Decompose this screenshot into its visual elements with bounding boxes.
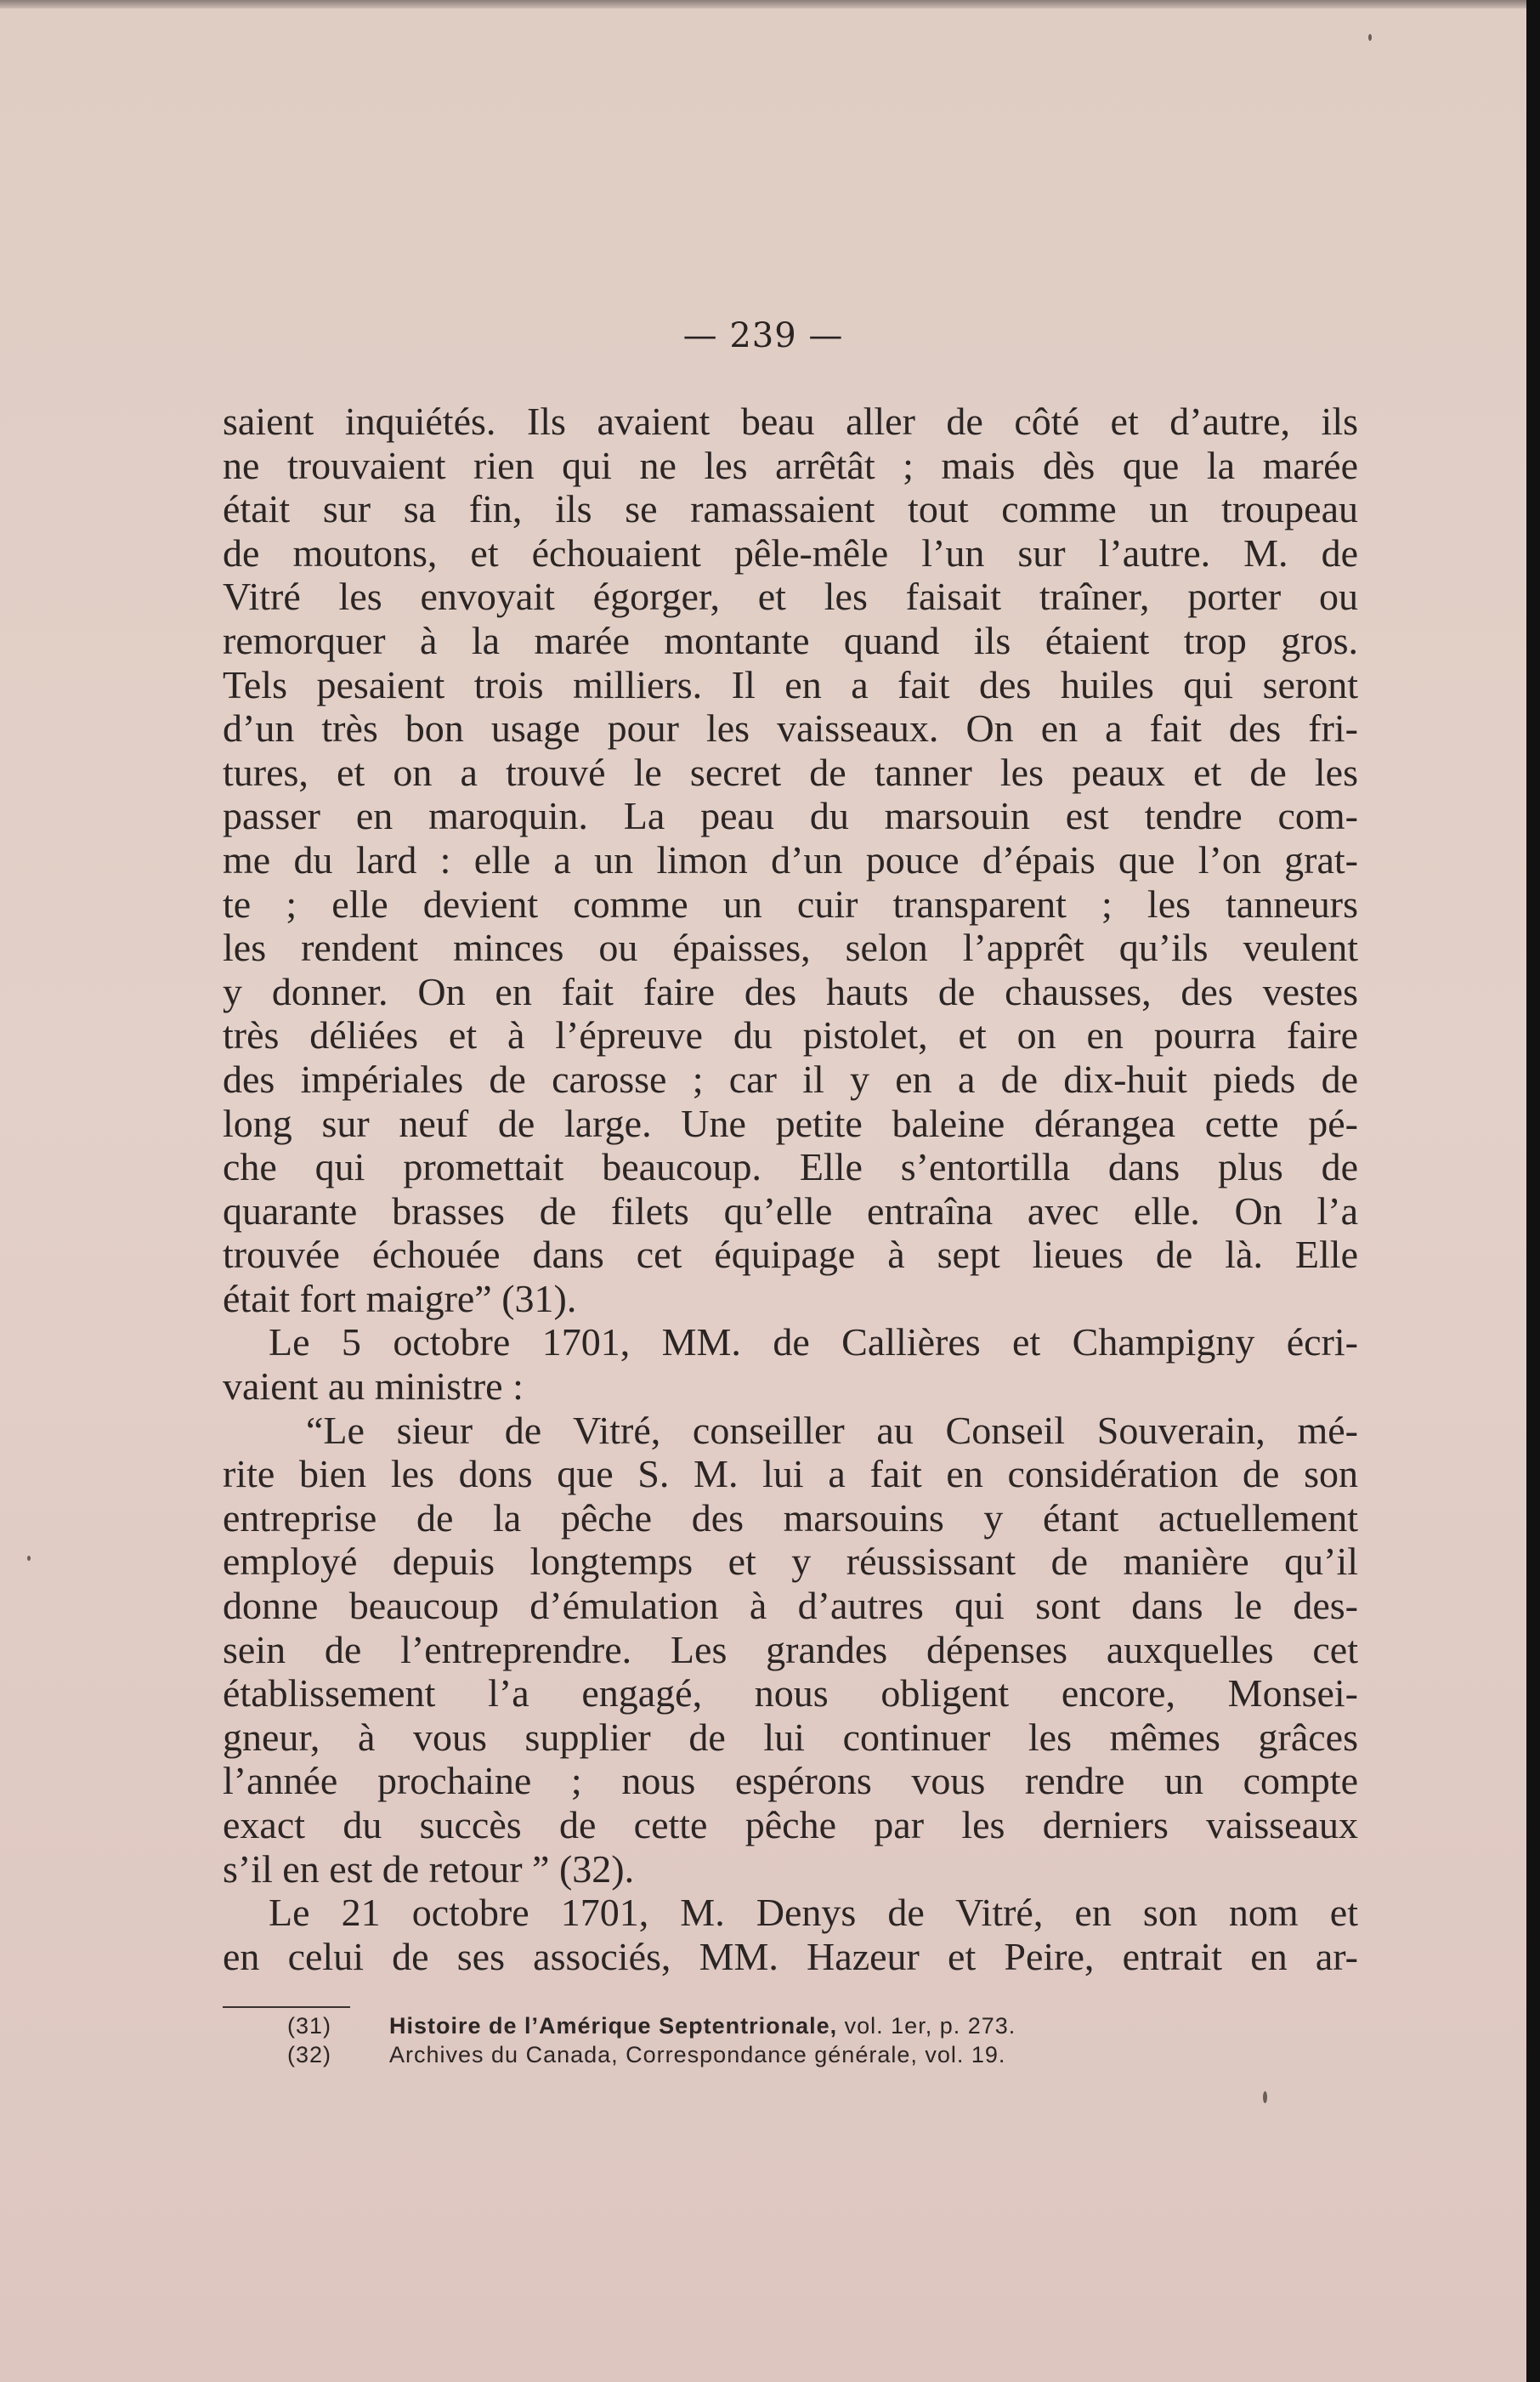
text-line: saient inquiétés. Ils avaient beau aller de côté et d’autre, ils <box>223 400 1358 443</box>
footnote-number: (32) <box>287 2042 332 2067</box>
text-line: les rendent minces ou épaisses, selon l’apprêt qu’ils veulent <box>223 926 1358 970</box>
footnote-text: Archives du Canada, Correspondance générale, vol. 19. <box>389 2042 1006 2067</box>
scan-border <box>1526 0 1540 2382</box>
text-line: me du lard : elle a un limon d’un pouce d’épais que l’on grat- <box>223 837 1358 882</box>
text-line: exact du succès de cette pêche par les derniers vaisseaux <box>223 1803 1358 1846</box>
text-line: d’un très bon usage pour les vaisseaux. On en a fait des fri- <box>223 706 1358 751</box>
paper-speck <box>1368 34 1372 41</box>
text-line: employé depuis longtemps et y réussissant de manière qu’il <box>223 1540 1358 1584</box>
body-text <box>223 400 1358 1978</box>
text-line: était fort maigre” (31). <box>223 1276 577 1320</box>
page-top-edge <box>0 0 1526 9</box>
text-line: remorquer à la marée montante quand ils étaient trop gros. <box>223 618 1358 662</box>
text-line: sein de l’entreprendre. Les grandes dépenses auxquelles cet <box>223 1627 1358 1671</box>
text-line: rite bien les dons que S. M. lui a fait en considération de son <box>223 1452 1358 1496</box>
text-line: établissement l’a engagé, nous obligent encore, Monsei- <box>223 1671 1358 1716</box>
text-line: Tels pesaient trois milliers. Il en a fait des huiles qui seront <box>223 662 1358 706</box>
text-line: donne beaucoup d’émulation à d’autres qui sont dans le des- <box>223 1584 1358 1628</box>
text-line: te ; elle devient comme un cuir transparent ; les tanneurs <box>223 882 1358 926</box>
footnote-divider <box>223 2006 350 2008</box>
footnote-31 <box>287 2011 1222 2040</box>
text-line: entreprise de la pêche des marsouins y étant actuellement <box>223 1495 1358 1540</box>
text-line: quarante brasses de filets qu’elle entraîna avec elle. On l’a <box>223 1188 1358 1233</box>
footnote-32 <box>287 2040 1222 2069</box>
text-line: gneur, à vous supplier de lui continuer les mêmes grâces <box>223 1715 1358 1759</box>
text-line: était sur sa fin, ils se ramassaient tout comme un troupeau <box>223 487 1358 531</box>
paper-speck <box>1263 2091 1267 2103</box>
footnotes <box>287 2011 1222 2069</box>
text-line: che qui promettait beaucoup. Elle s’entortilla dans plus de <box>223 1145 1358 1189</box>
text-line: vaient au ministre : <box>223 1364 524 1409</box>
text-line: en celui de ses associés, MM. Hazeur et Peire, entrait en ar- <box>223 1934 1358 1978</box>
paper-speck <box>27 1556 31 1561</box>
text-line: s’il en est de retour ” (32). <box>223 1846 635 1891</box>
text-line: très déliées et à l’épreuve du pistolet, et on en pourra faire <box>223 1013 1358 1058</box>
footnote-number: (31) <box>287 2013 332 2039</box>
quote-start-line: “Le sieur de Vitré, conseiller au Conseil Souverain, mé- <box>306 1408 1358 1452</box>
text-line: passer en maroquin. La peau du marsouin est tendre com- <box>223 794 1358 838</box>
text-line: l’année prochaine ; nous espérons vous rendre un compte <box>223 1759 1358 1803</box>
text-line: tures, et on a trouvé le secret de tanner les peaux et de les <box>223 750 1358 794</box>
footnote-title: Histoire de l’Amérique Septentrionale, <box>389 2013 838 2039</box>
page-number: — 239 — <box>682 316 844 355</box>
paragraph-start-line: Le 5 octobre 1701, MM. de Callières et Champigny écri- <box>269 1320 1358 1364</box>
footnote-text: vol. 1er, p. 273. <box>844 2013 1016 2039</box>
text-line: long sur neuf de large. Une petite baleine dérangea cette pé- <box>223 1101 1358 1145</box>
text-line: ne trouvaient rien qui ne les arrêtât ; mais dès que la marée <box>223 443 1358 487</box>
text-line: trouvée échouée dans cet équipage à sept lieues de là. Elle <box>223 1233 1358 1277</box>
text-line: des impériales de carosse ; car il y en a de dix-huit pieds de <box>223 1057 1358 1101</box>
paragraph-start-line: Le 21 octobre 1701, M. Denys de Vitré, en son nom et <box>269 1891 1358 1935</box>
text-line: y donner. On en fait faire des hauts de chausses, des vestes <box>223 969 1358 1013</box>
text-line: Vitré les envoyait égorger, et les faisait traîner, porter ou <box>223 575 1358 619</box>
text-line: de moutons, et échouaient pêle-mêle l’un sur l’autre. M. de <box>223 530 1358 575</box>
